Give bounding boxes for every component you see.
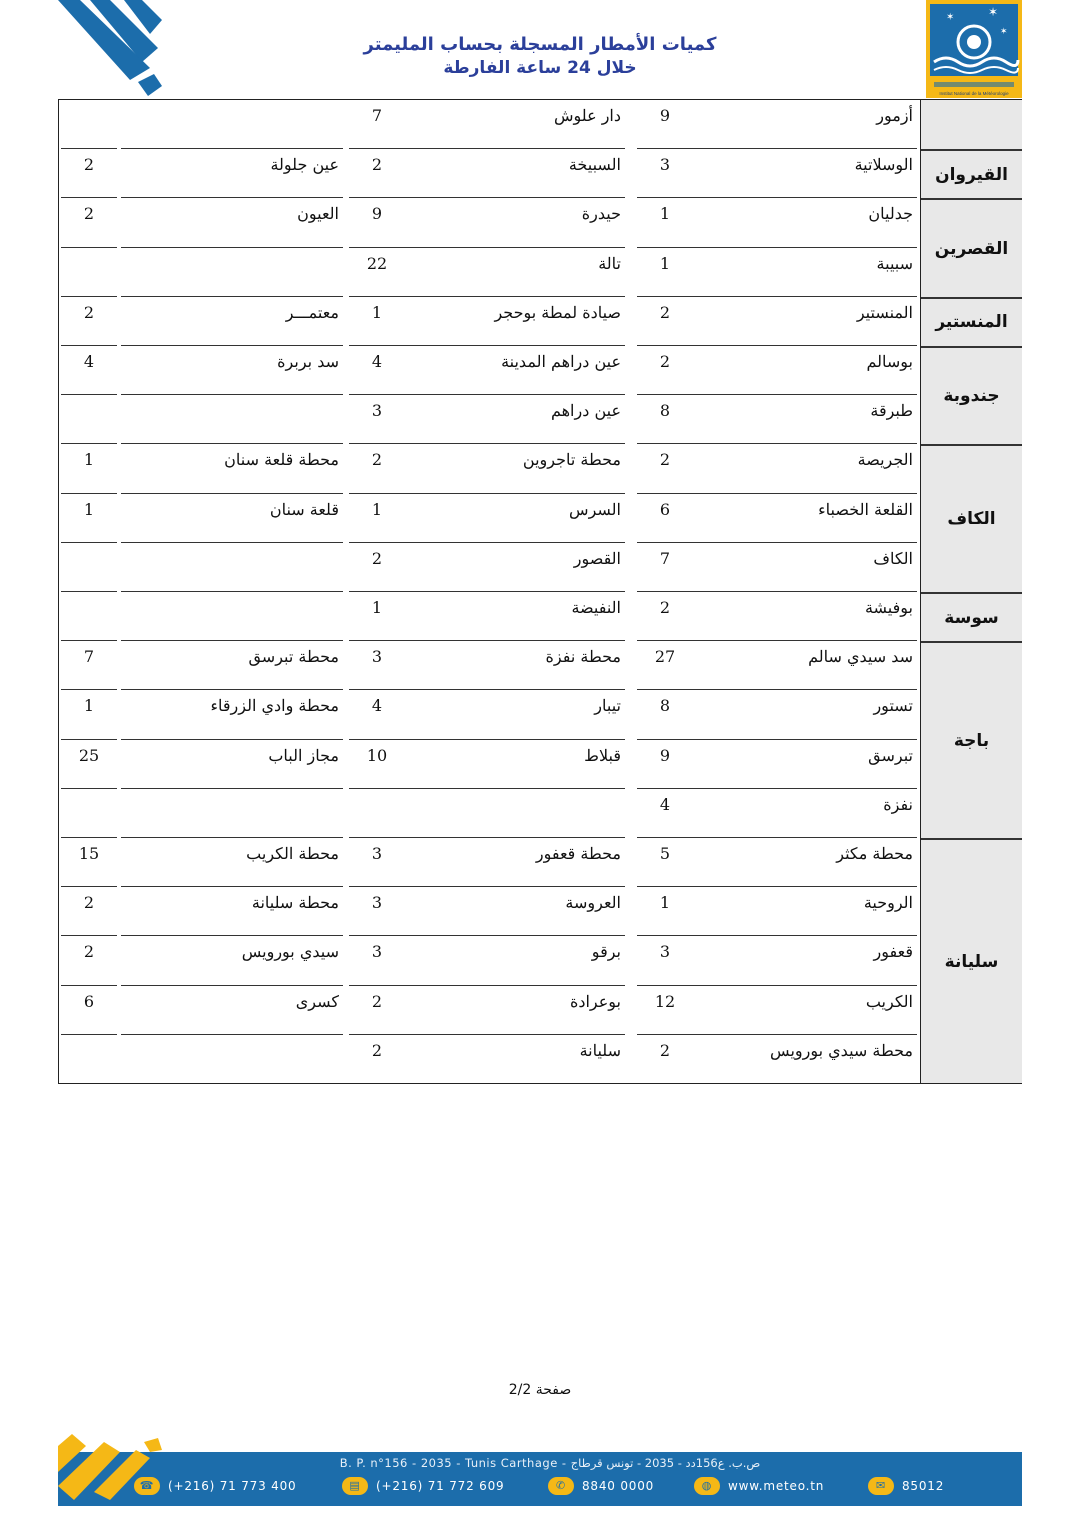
- rainfall-value: 8: [659, 401, 671, 421]
- row-separator: [349, 345, 625, 346]
- row-separator: [121, 985, 343, 986]
- rainfall-value: [59, 248, 119, 297]
- rainfall-value: 6: [83, 991, 95, 1011]
- station-name: الروحية: [863, 893, 913, 913]
- row-separator: [637, 345, 917, 346]
- rainfall-value: [59, 1035, 119, 1084]
- row-separator: [61, 443, 117, 444]
- rainfall-value: 3: [371, 401, 383, 421]
- row-separator: [61, 345, 117, 346]
- station-name: سبيبة: [876, 253, 913, 273]
- row-separator: [121, 1034, 343, 1035]
- row-separator: [349, 542, 625, 543]
- rainfall-value: 1: [371, 302, 383, 322]
- station-name: سليانة: [579, 1040, 621, 1060]
- row-separator: [637, 739, 917, 740]
- row-separator: [121, 296, 343, 297]
- row-separator: [637, 837, 917, 838]
- rainfall-value: 10: [366, 745, 388, 765]
- row-separator: [349, 296, 625, 297]
- row-separator: [349, 247, 625, 248]
- row-separator: [61, 542, 117, 543]
- station-name: حيدرة: [581, 204, 621, 224]
- rainfall-value: 7: [659, 548, 671, 568]
- row-separator: [637, 394, 917, 395]
- phone-icon: ☎: [134, 1477, 160, 1495]
- rainfall-value: 1: [83, 450, 95, 470]
- row-separator: [637, 591, 917, 592]
- rainfall-value: 2: [659, 302, 671, 322]
- governorate-name: باجة: [921, 641, 1022, 838]
- row-separator: [61, 935, 117, 936]
- rainfall-value: 4: [659, 794, 671, 814]
- row-separator: [349, 443, 625, 444]
- rainfall-value: 4: [83, 352, 95, 371]
- row-separator: [349, 148, 625, 149]
- phone-number: (+216) 71 773 400: [168, 1479, 297, 1493]
- page-subtitle: خلال 24 ساعة الفارطة: [443, 58, 637, 78]
- row-separator: [349, 640, 625, 641]
- rainfall-value: [59, 789, 119, 838]
- row-separator: [637, 689, 917, 690]
- row-separator: [121, 640, 343, 641]
- row-separator: [349, 886, 625, 887]
- contact-green-number: [548, 1476, 654, 1496]
- governorate-name: القصرين: [921, 198, 1022, 296]
- row-separator: [121, 935, 343, 936]
- row-separator: [121, 689, 343, 690]
- rainfall-value: 9: [371, 204, 383, 224]
- rainfall-value: [59, 543, 119, 592]
- row-separator: [121, 345, 343, 346]
- governorate-name: الكاف: [921, 444, 1022, 592]
- governorate-name: المنستير: [921, 297, 1022, 346]
- contact-phone: [134, 1476, 296, 1496]
- station-name: عين دراهم: [550, 401, 621, 421]
- governorate-column: [920, 100, 1022, 1083]
- rainfall-value: 2: [371, 155, 383, 175]
- station-name: تستور: [873, 696, 913, 716]
- station-name: محطة الكريب: [246, 844, 339, 863]
- station-name: القصور: [573, 548, 621, 568]
- station-name: تيبار: [594, 696, 621, 716]
- rainfall-value: 27: [654, 647, 676, 667]
- station-name: [121, 1035, 339, 1084]
- rainfall-value: 1: [371, 598, 383, 617]
- rainfall-value: 1: [659, 204, 671, 224]
- station-name: محطة تبرسق: [248, 647, 339, 667]
- rainfall-value: 6: [659, 499, 671, 519]
- rainfall-value: 2: [371, 450, 383, 470]
- fax-number: (+216) 71 772 609: [376, 1479, 505, 1493]
- station-name: دار علوش: [553, 106, 621, 125]
- rainfall-value: 1: [371, 499, 383, 519]
- row-separator: [637, 148, 917, 149]
- footer-stripes-decoration: [58, 1428, 168, 1508]
- row-separator: [61, 886, 117, 887]
- rainfall-value: 2: [83, 893, 95, 913]
- rainfall-value: 22: [366, 253, 388, 273]
- rainfall-value: 12: [654, 991, 676, 1011]
- rainfall-value: 3: [371, 893, 383, 913]
- station-name: الكاف: [873, 548, 913, 568]
- row-separator: [121, 886, 343, 887]
- row-separator: [637, 493, 917, 494]
- rainfall-value: 9: [659, 745, 671, 765]
- rainfall-value: 3: [371, 647, 383, 667]
- rainfall-value: 7: [371, 106, 383, 125]
- row-separator: [349, 493, 625, 494]
- rainfall-value: 2: [659, 1040, 671, 1060]
- institute-logo: [926, 0, 1022, 98]
- contact-website[interactable]: [694, 1476, 824, 1496]
- row-separator: [637, 1034, 917, 1035]
- station-name: كسرى: [295, 991, 339, 1011]
- row-separator: [637, 247, 917, 248]
- rainfall-value: 2: [659, 450, 671, 470]
- station-name: العروسة: [565, 893, 621, 913]
- station-name: [121, 789, 339, 838]
- station-name: مجاز الباب: [268, 745, 339, 765]
- row-separator: [637, 542, 917, 543]
- svg-text:✶: ✶: [1000, 27, 1008, 37]
- rainfall-value: 9: [659, 106, 671, 125]
- row-separator: [61, 1034, 117, 1035]
- station-name: [121, 543, 339, 592]
- station-name: تبرسق: [868, 745, 913, 765]
- page-number: صفحة 2/2: [508, 1382, 572, 1398]
- station-name: أزمور: [876, 106, 913, 125]
- governorate-name: جندوبة: [921, 346, 1022, 444]
- row-separator: [637, 296, 917, 297]
- rainfall-value: 2: [83, 155, 95, 175]
- station-name: سد بربرة: [277, 352, 339, 371]
- rainfall-value: 5: [659, 844, 671, 863]
- rainfall-value: 15: [78, 844, 100, 863]
- globe-icon: ◍: [694, 1477, 720, 1495]
- station-name: عين دراهم المدينة: [501, 352, 621, 371]
- station-name: محطة مكثر: [836, 844, 913, 863]
- station-name: [121, 395, 339, 444]
- rainfall-value: 3: [659, 155, 671, 175]
- rainfall-value: [59, 592, 119, 641]
- rainfall-value: 8: [659, 696, 671, 716]
- row-separator: [121, 148, 343, 149]
- station-name: تالة: [598, 253, 621, 273]
- row-separator: [637, 985, 917, 986]
- station-name: القلعة الخصباء: [818, 499, 913, 519]
- station-name: محطة نفزة: [545, 647, 621, 667]
- station-name: برقو: [591, 942, 621, 962]
- station-name: الوسلاتية: [854, 155, 913, 175]
- header-stripes-decoration: [58, 0, 168, 100]
- station-name: عين جلولة: [270, 155, 339, 175]
- contact-sms: [868, 1476, 944, 1496]
- rainfall-value: 3: [371, 942, 383, 962]
- governorate-name: القيروان: [921, 149, 1022, 198]
- row-separator: [61, 788, 117, 789]
- row-separator: [61, 689, 117, 690]
- station-name: بوسالم: [866, 352, 913, 371]
- station-name: بوفيشة: [864, 598, 913, 617]
- row-separator: [61, 591, 117, 592]
- station-name: الجريصة: [857, 450, 913, 470]
- station-name: جدليان: [868, 204, 913, 224]
- row-separator: [121, 591, 343, 592]
- station-name: نفزة: [883, 794, 913, 814]
- logo-caption: Institut National de la Météorologie: [939, 91, 1009, 96]
- row-separator: [121, 542, 343, 543]
- rainfall-value: [59, 100, 119, 149]
- station-name: السرس: [569, 499, 621, 519]
- row-separator: [637, 886, 917, 887]
- row-separator: [637, 788, 917, 789]
- station-name: صيادة لمطة بوحجر: [494, 302, 621, 322]
- row-separator: [61, 493, 117, 494]
- rainfall-value: 3: [371, 844, 383, 863]
- row-separator: [121, 247, 343, 248]
- green-number: 8840 0000: [582, 1479, 655, 1493]
- row-separator: [349, 837, 625, 838]
- station-name: المنستير: [856, 302, 913, 322]
- station-name: النفيضة: [571, 598, 621, 617]
- row-separator: [349, 689, 625, 690]
- station-name: محطة قلعة سنان: [224, 450, 339, 470]
- rainfall-value: 2: [371, 991, 383, 1011]
- row-separator: [349, 935, 625, 936]
- governorate-name: سليانة: [921, 838, 1022, 1084]
- row-separator: [121, 837, 343, 838]
- row-separator: [121, 739, 343, 740]
- fax-icon: ▤: [342, 1477, 368, 1495]
- governorate-name: سوسة: [921, 592, 1022, 641]
- row-separator: [61, 739, 117, 740]
- rainfall-value: 25: [78, 745, 100, 765]
- row-separator: [349, 985, 625, 986]
- row-separator: [121, 443, 343, 444]
- row-separator: [61, 985, 117, 986]
- page-title: كميات الأمطار المسجلة بحساب المليمتر: [363, 34, 717, 55]
- station-name: بوعرادة: [569, 991, 621, 1011]
- row-separator: [349, 1034, 625, 1035]
- row-separator: [637, 197, 917, 198]
- rainfall-value: 3: [659, 942, 671, 962]
- station-name: السبيخة: [568, 155, 621, 175]
- station-name: قبلاط: [584, 745, 621, 765]
- station-name: قعفور: [873, 942, 913, 962]
- row-separator: [61, 837, 117, 838]
- row-separator: [61, 148, 117, 149]
- station-name: [121, 100, 339, 149]
- row-separator: [637, 935, 917, 936]
- row-separator: [349, 591, 625, 592]
- station-name: محطة قعفور: [535, 844, 621, 863]
- row-separator: [61, 640, 117, 641]
- station-name: محطة تاجروين: [522, 450, 621, 470]
- row-separator: [61, 296, 117, 297]
- station-name: معتمـــر: [285, 302, 339, 322]
- rainfall-table: [58, 99, 1022, 1084]
- row-separator: [349, 197, 625, 198]
- website-link[interactable]: www.meteo.tn: [728, 1479, 825, 1493]
- rainfall-value: 2: [371, 548, 383, 568]
- station-name: محطة سليانة: [251, 893, 339, 913]
- rainfall-value: 2: [659, 598, 671, 617]
- rainfall-value: 2: [659, 352, 671, 371]
- row-separator: [61, 394, 117, 395]
- station-name: [407, 789, 621, 838]
- station-name: [121, 248, 339, 297]
- governorate-name: [921, 100, 1022, 149]
- sms-icon: ✉: [868, 1477, 894, 1495]
- row-separator: [121, 493, 343, 494]
- station-name: العيون: [297, 204, 339, 224]
- rainfall-value: [59, 395, 119, 444]
- station-name: سيدي بورويس: [241, 942, 339, 962]
- rainfall-value: 2: [83, 204, 95, 224]
- row-separator: [121, 394, 343, 395]
- rainfall-value: 2: [83, 942, 95, 962]
- row-separator: [61, 247, 117, 248]
- rainfall-value: 2: [371, 1040, 383, 1060]
- svg-text:✶: ✶: [988, 5, 999, 19]
- row-separator: [349, 739, 625, 740]
- row-separator: [121, 788, 343, 789]
- footer-address: B. P. n°156 - 2035 - Tunis Carthage - ص.ب. ع156دد - 2035 - تونس قرطاج: [339, 1456, 761, 1470]
- handset-icon: ✆: [548, 1477, 574, 1495]
- station-name: محطة وادي الزرقاء: [210, 696, 339, 716]
- station-name: قلعة سنان: [269, 499, 339, 519]
- row-separator: [637, 640, 917, 641]
- row-separator: [121, 197, 343, 198]
- rainfall-value: 1: [83, 696, 95, 716]
- contact-fax: [342, 1476, 504, 1496]
- rainfall-value: 1: [659, 893, 671, 913]
- rainfall-value: 4: [371, 352, 383, 371]
- rainfall-value: 4: [371, 696, 383, 716]
- rainfall-value: [349, 789, 405, 838]
- rainfall-value: 2: [83, 302, 95, 322]
- station-name: طبرقة: [870, 401, 913, 421]
- rainfall-value: 1: [659, 253, 671, 273]
- station-name: الكريب: [865, 991, 913, 1011]
- row-separator: [349, 788, 625, 789]
- station-name: سد سيدي سالم: [808, 647, 913, 667]
- station-name: محطة سيدي بورويس: [770, 1040, 913, 1060]
- sms-number: 85012: [902, 1479, 945, 1493]
- row-separator: [349, 394, 625, 395]
- rainfall-value: 1: [83, 499, 95, 519]
- station-name: [121, 592, 339, 641]
- row-separator: [61, 197, 117, 198]
- svg-text:✶: ✶: [946, 12, 955, 23]
- rainfall-value: 7: [83, 647, 95, 667]
- row-separator: [637, 443, 917, 444]
